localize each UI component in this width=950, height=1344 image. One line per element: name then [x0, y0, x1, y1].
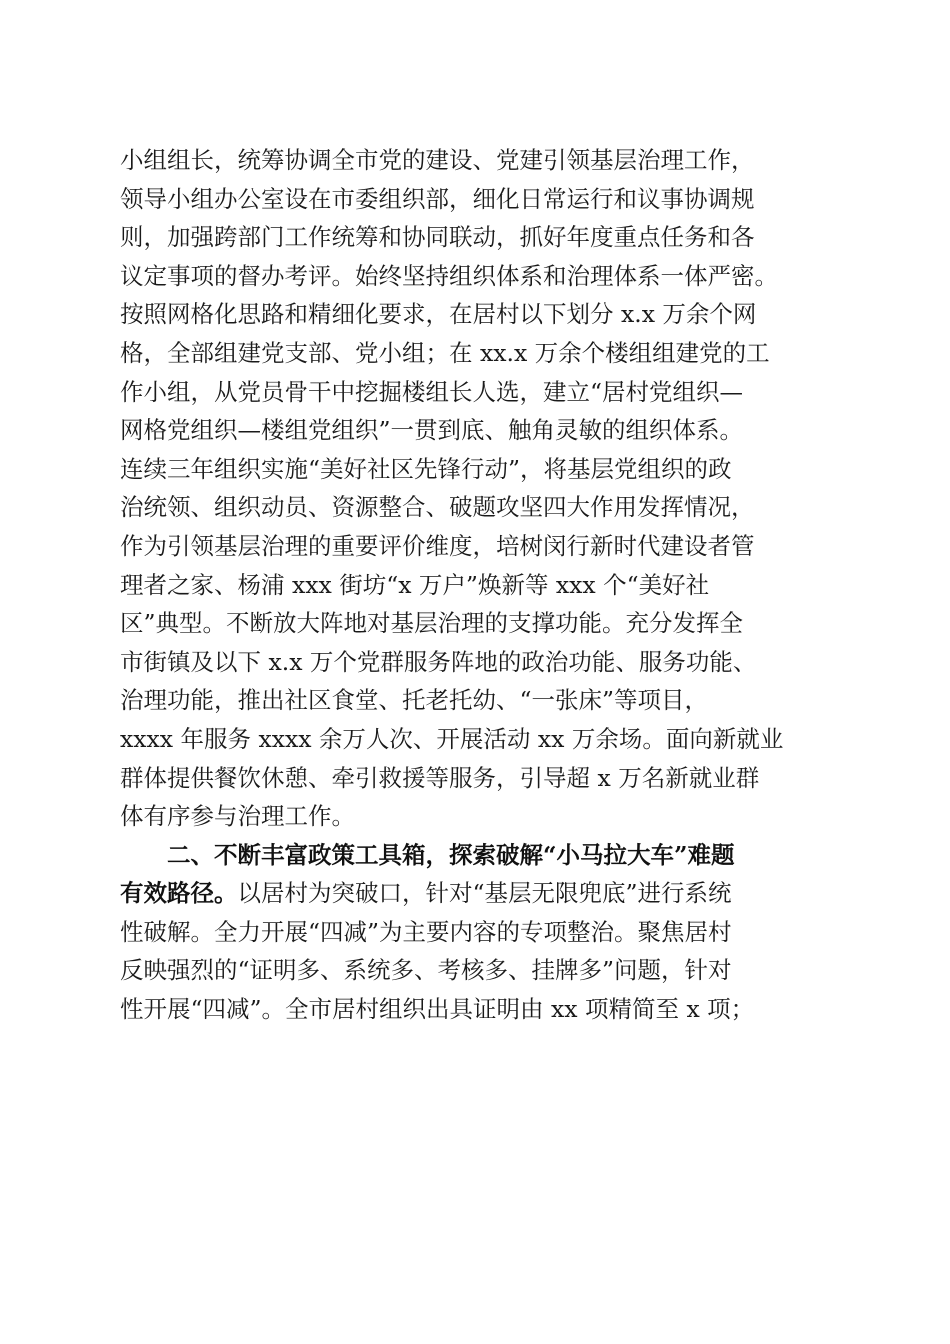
paragraph-line: 区”典型。不断放大阵地对基层治理的支撑功能。充分发挥全 — [120, 609, 744, 638]
document-body — [120, 141, 830, 1029]
paragraph-line: 连续三年组织实施“美好社区先锋行动”，将基层党组织的政 — [120, 454, 732, 483]
paragraph-line: 治理功能，推出社区食堂、托老托幼、“一张床”等项目， — [120, 686, 709, 715]
paragraph-line: 理者之家、杨浦 xxx 街坊“x 万户”焕新等 xxx 个“美好社 — [120, 570, 710, 599]
paragraph-line: 网格党组织—楼组党组织”一贯到底、触角灵敏的组织体系。 — [120, 416, 744, 445]
paragraph-line: 群体提供餐饮休憩、牵引救援等服务，引导超 x 万名新就业群 — [120, 763, 760, 792]
paragraph-line: 议定事项的督办考评。始终坚持组织体系和治理体系一体严密。 — [120, 261, 778, 290]
section-heading-continuation — [120, 874, 830, 913]
paragraph-line: 性开展“四减”。全市居村组织出具证明由 xx 项精简至 x 项； — [120, 995, 755, 1024]
paragraph-line: xxxx 年服务 xxxx 余万人次、开展活动 xx 万余场。面向新就业 — [120, 724, 784, 753]
paragraph-line: 小组组长，统筹协调全市党的建设、党建引领基层治理工作， — [120, 146, 755, 174]
paragraph-line: 性破解。全力开展“四减”为主要内容的专项整治。聚焦居村 — [120, 917, 732, 946]
paragraph-line-rest: 以居村为突破口，针对“基层无限兜底”进行系统 — [237, 879, 732, 908]
section-heading: 二、不断丰富政策工具箱，探索破解“小马拉大车”难题 — [167, 840, 735, 869]
paragraph-line: 按照网格化思路和精细化要求，在居村以下划分 x.x 万余个网 — [120, 300, 757, 329]
paragraph-line: 格，全部组建党支部、党小组；在 xx.x 万余个楼组组建党的工 — [120, 338, 770, 367]
paragraph-line: 则，加强跨部门工作统筹和协同联动，抓好年度重点任务和各 — [120, 223, 755, 252]
paragraph-line: 作小组，从党员骨干中挖掘楼组长人选，建立“居村党组织— — [120, 377, 744, 406]
section-heading-end: 有效路径。 — [120, 879, 238, 908]
paragraph-line: 反映强烈的“证明多、系统多、考核多、挂牌多”问题，针对 — [120, 956, 732, 985]
paragraph-line: 领导小组办公室设在市委组织部，细化日常运行和议事协调规 — [120, 184, 755, 213]
paragraph-line: 体有序参与治理工作。 — [120, 802, 355, 831]
paragraph-line: 治统领、组织动员、资源整合、破题攻坚四大作用发挥情况， — [120, 493, 755, 522]
paragraph-line: 作为引领基层治理的重要评价维度，培树闵行新时代建设者管 — [120, 531, 755, 560]
paragraph-line: 市街镇及以下 x.x 万个党群服务阵地的政治功能、服务功能、 — [120, 647, 757, 676]
